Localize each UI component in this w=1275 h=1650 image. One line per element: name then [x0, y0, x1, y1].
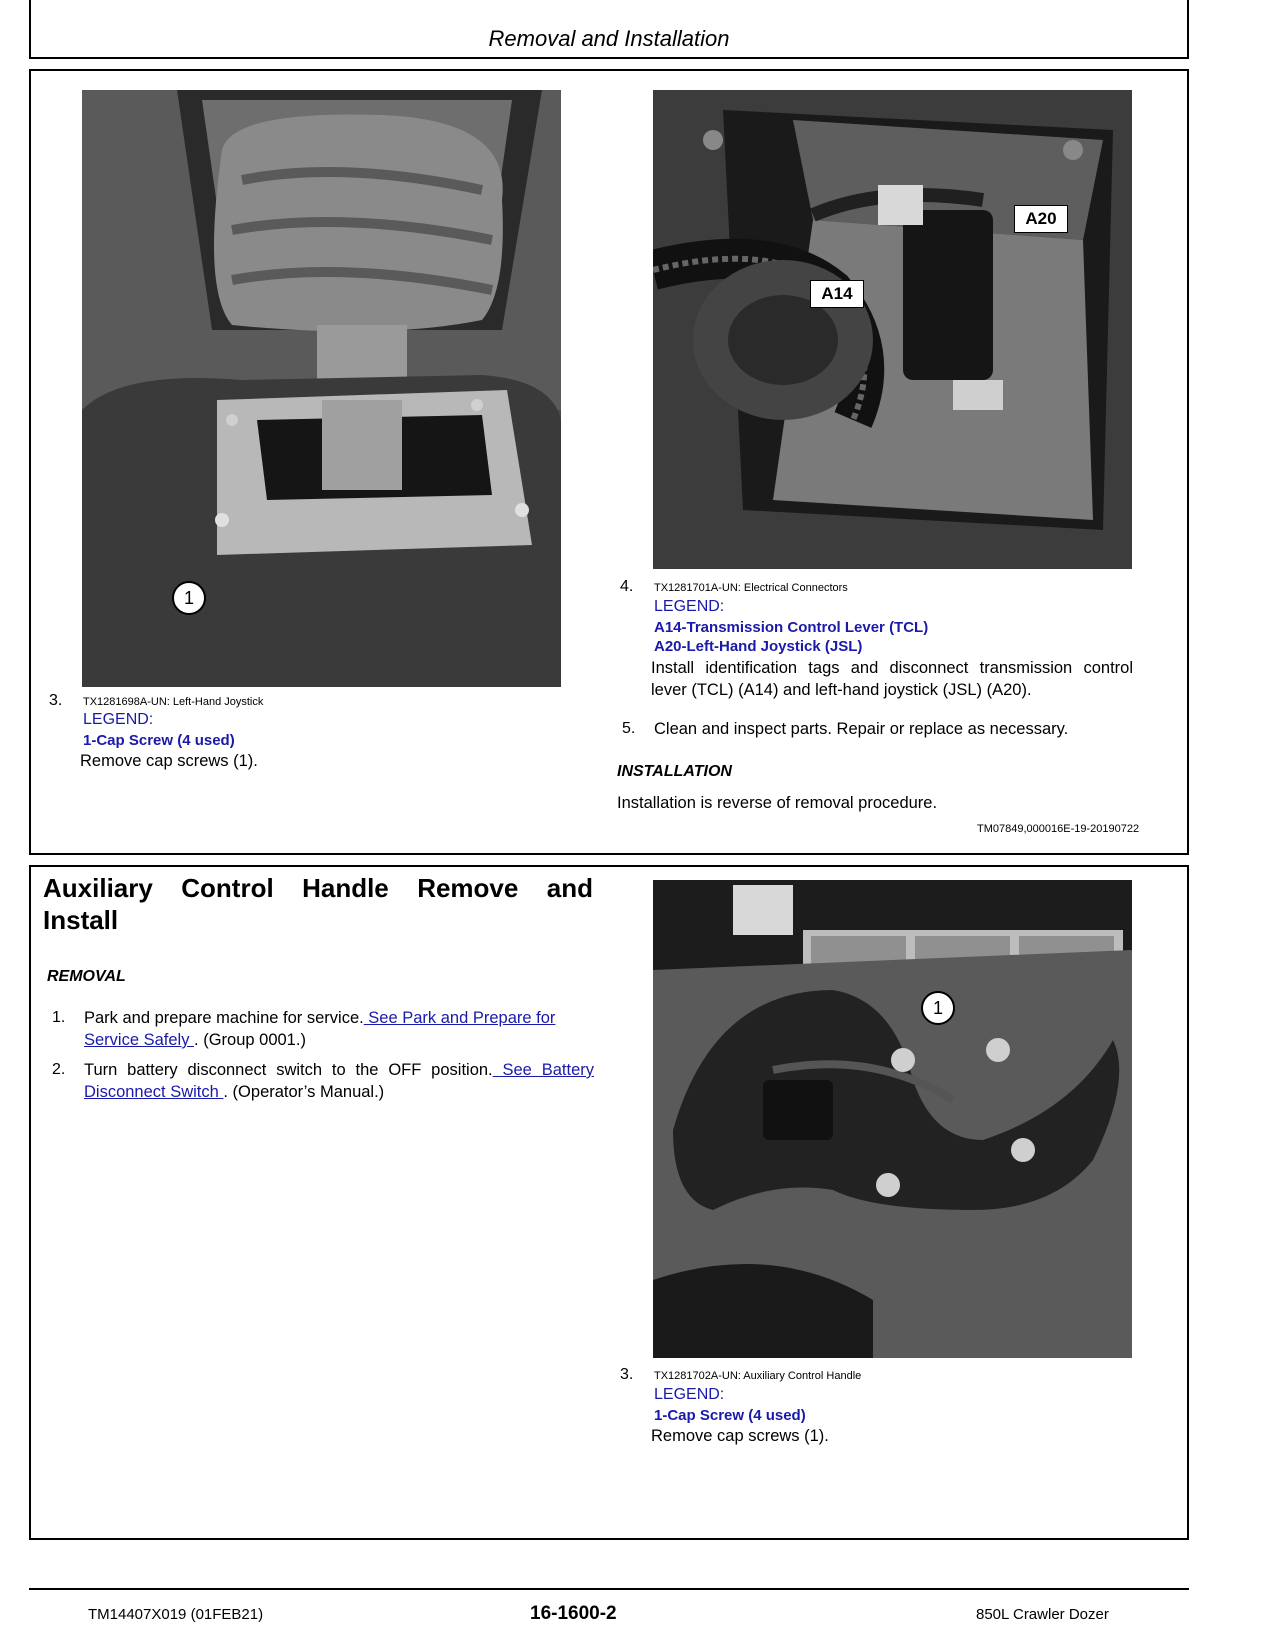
legend-item: A20-Left-Hand Joystick (JSL) — [654, 638, 863, 655]
callout-1-joystick: 1 — [172, 581, 206, 615]
figure-id: TX1281698A-UN: Left-Hand Joystick — [83, 696, 264, 708]
footer-page-number: 16-1600-2 — [530, 1603, 617, 1624]
step-number: 1. — [52, 1009, 66, 1026]
list-item — [84, 1007, 594, 1051]
step-text: Park and prepare machine for service. — [84, 1009, 364, 1027]
removal-heading: REMOVAL — [47, 968, 126, 985]
figure-id: TX1281701A-UN: Electrical Connectors — [654, 582, 848, 594]
step-suffix: . (Group 0001.) — [194, 1031, 306, 1049]
legend-item: 1-Cap Screw (4 used) — [83, 732, 235, 749]
legend-title: LEGEND: — [654, 1386, 725, 1403]
callout-a20: A20 — [1014, 205, 1068, 233]
step-text: Turn battery disconnect switch to the OFF position. — [84, 1061, 493, 1079]
legend-title: LEGEND: — [654, 598, 725, 615]
step-instruction: Remove cap screws (1). — [651, 1427, 829, 1445]
step-number: 3. — [49, 692, 63, 709]
link-battery-disconnect-switch[interactable]: See Battery Disconnect Switch — [84, 1061, 594, 1101]
callout-a14: A14 — [810, 280, 864, 308]
list-item — [84, 1059, 594, 1103]
step-suffix: . (Operator’s Manual.) — [223, 1083, 385, 1101]
page-header-title: Removal and Installation — [488, 26, 730, 51]
link-park-and-prepare[interactable]: See Park and Prepare for Service Safely — [84, 1009, 556, 1049]
installation-heading: INSTALLATION — [617, 763, 732, 780]
legend-item: A14-Transmission Control Lever (TCL) — [654, 619, 929, 636]
step-instruction: Install identification tags and disconnect transmission control lever (TCL) (A14) and left-hand joystick (JSL) (A20). — [651, 659, 1133, 699]
section-title: Auxiliary Control Handle Remove and — [43, 873, 593, 903]
callout-1-aux-handle: 1 — [921, 991, 955, 1025]
step-number: 2. — [52, 1061, 66, 1078]
footer-rule — [29, 1588, 1189, 1590]
figure-id: TX1281702A-UN: Auxiliary Control Handle — [654, 1370, 862, 1382]
step-number: 3. — [620, 1366, 634, 1383]
photo-left-hand-joystick — [82, 90, 561, 687]
step-instruction: Remove cap screws (1). — [80, 752, 258, 770]
installation-text: Installation is reverse of removal procedure. — [617, 794, 938, 812]
step-instruction: Clean and inspect parts. Repair or replace as necessary. — [654, 720, 1069, 738]
photo-auxiliary-control-handle — [653, 880, 1132, 1358]
step-number: 4. — [620, 578, 634, 595]
footer-machine-name: 850L Crawler Dozer — [976, 1606, 1109, 1623]
photo-electrical-connectors — [653, 90, 1132, 569]
step-number: 5. — [622, 720, 636, 737]
document-id: TM07849,000016E-19-20190722 — [977, 823, 1140, 835]
section-title: Install — [43, 905, 119, 935]
legend-item: 1-Cap Screw (4 used) — [654, 1407, 806, 1424]
legend-title: LEGEND: — [83, 711, 154, 728]
footer-manual-id: TM14407X019 (01FEB21) — [88, 1606, 264, 1623]
page-header-box — [29, 0, 1189, 59]
